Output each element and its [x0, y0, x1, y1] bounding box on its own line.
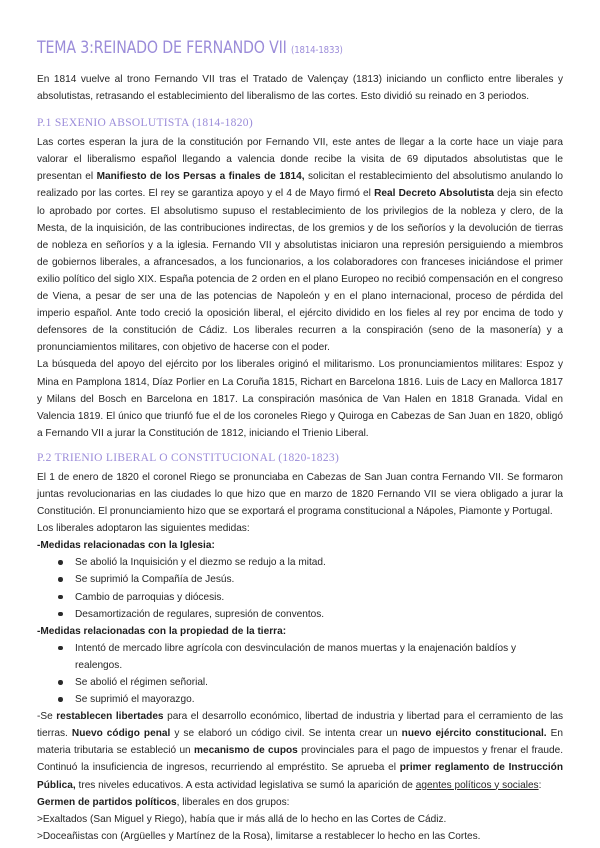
text-run: -Se	[37, 711, 57, 723]
bold-run: primer reglamento de Instrucción Pública,	[37, 762, 563, 791]
trienio-paragraph-3	[37, 708, 563, 793]
bold-run: mecanismo de cupos	[194, 745, 298, 757]
text-run: para el desarrollo económico, libertad de industria y libertad para el cerramiento de las tierras.	[37, 711, 563, 740]
intro-paragraph: En 1814 vuelve al trono Fernando VII tras el Tratado de Valençay (1813) iniciando un conflicto entre liberales y absolutistas, retrasando el establecimiento del liberalismo de las cortes. Esto dividió su reinado en 3 periodos.	[37, 74, 563, 103]
text-run: solicitan el restablecimiento del absolutismo anulando lo realizado por las cortes. El rey se garantiza apoyo y el 4 de Mayo firmó el	[37, 171, 563, 200]
list-item: Se suprimió la Compañía de Jesús.	[37, 571, 563, 588]
section-heading-trienio: P.2 TRIENIO LIBERAL O CONSTITUCIONAL (1820-1823)	[37, 451, 340, 464]
list-item: Desamortización de regulares, supresión de conventos.	[37, 606, 563, 623]
text-run: y se elaboró un código civil. Se intenta crear un	[170, 728, 402, 740]
list-item: Se abolió la Inquisición y el diezmo se redujo a la mitad.	[37, 554, 563, 571]
text-run: provinciales para el pago de impuestos y frenar el fraude. Continuó la insuficiencia de ingresos, recurriendo al empréstito. Se aprueba el	[37, 745, 563, 774]
bold-run: Nuevo código penal	[71, 728, 171, 740]
underlined-run: agentes políticos y sociales	[415, 779, 539, 791]
trienio-paragraph-4	[37, 794, 563, 811]
text-run: deja sin efecto lo aprobado por cortes. El absolutismo supuso el restablecimiento de los privilegios de la nobleza y clero, de la Mesta, de la inquisición, de las contribuciones indirectas, de los gremios y de los señoríos y la devolución de tierras de nobleza en señoríos y a la iglesia. Fernando VII y absolutistas iniciaron una represión persiguiendo a miembros de gobiernos liberales, a afrancesados, a los funcionarios, a los colaboradores con franceses iniciándose el primer exilio político del siglo XIX. España potencia de 2 orden en el plano Europeo no recibió compensación en el congreso de Viena, a pesar de ser una de las potencias de Napoleón y en el plano internacional, proceso de pérdida del imperio español. Ante todo creció la oposición liberal, el ejército dividido en los fieles al rey por encima de todo y defensores de la constitución de Cádiz. Los liberales recurren a la conspiración (seno de la masonería) y a pronunciamientos militares, con objetivo de hacerse con el poder.	[37, 188, 563, 354]
text-run: En materia tributaria se estableció un	[37, 728, 564, 757]
exaltados-line: >Exaltados (San Miguel y Riego), había que ir más allá de lo hecho en las Cortes de Cádiz.	[37, 813, 447, 825]
bold-run: nuevo ejército constitucional.	[401, 728, 547, 740]
text-run: Las cortes esperan la jura de la constitución por Fernando VII, este antes de llegar a la corte hace un viaje para valorar el liberalismo español llegando a valencia donde recibe la visita de 69 diputados absolutistas que le presentan el	[37, 137, 563, 183]
trienio-paragraph-2: Los liberales adoptaron las siguientes medidas:	[37, 523, 250, 535]
list-item: Se abolió el régimen señorial.	[37, 674, 563, 691]
bold-run: restablecen libertades	[56, 711, 164, 723]
land-heading-text: -Medidas relacionadas con la propiedad de la tierra:	[37, 625, 287, 637]
sexenio-paragraph-2: La búsqueda del apoyo del ejército por los liberales originó el militarismo. Los pronunciamientos militares: Espoz y Mina en Pamplona 1814, Díaz Porlier en La Coruña 1815, Richart en Barcelona 1816. Luis de Lacy en Mallorca 1817 y Milans del Bosch en Barcelona en 1817. La conspiración masónica de Van Halen en 1818 Granada. Vidal en Valencia 1819. El único que triunfó fue el de los coroneles Riego y Quiroga en Cabezas de San Juan en 1820, obligó a Fernando VII a jurar la Constitución de 1812, iniciando el Trienio Liberal.	[37, 359, 563, 439]
title-years: (1814-1833)	[291, 45, 343, 56]
trienio-paragraph-1: El 1 de enero de 1820 el coronel Riego se pronunciaba en Cabezas de San Juan contra Fernando VII. Se formaron juntas revolucionarias en las ciudades lo que hizo que en marzo de 1820 Fernando VII se viera obligado a jurar la Constitución. El pronunciamiento hizo que se exportará el programa constitucional a Nápoles, Piamonte y Portugal.	[37, 471, 563, 518]
list-item: Cambio de parroquias y diócesis.	[37, 589, 563, 606]
bold-run: Germen de partidos políticos	[37, 796, 177, 808]
text-run: , liberales en dos grupos:	[176, 796, 290, 808]
church-heading-text: -Medidas relacionadas con la Iglesia:	[37, 540, 215, 552]
section-heading-sexenio: P.1 SEXENIO ABSOLUTISTA (1814-1820)	[37, 117, 253, 130]
title-main: TEMA 3:REINADO DE FERNANDO VII	[37, 38, 287, 57]
church-measures-list	[37, 554, 563, 622]
list-item: Intentó de mercado libre agrícola con desvinculación de manos muertas y la enajenación baldíos y realengos.	[37, 640, 563, 674]
church-measures-heading	[37, 537, 563, 554]
bold-real-decreto: Real Decreto Absolutista	[374, 188, 494, 200]
text-run: :	[538, 779, 542, 791]
land-measures-list	[37, 640, 563, 708]
page-title	[37, 38, 489, 61]
land-measures-heading	[37, 623, 563, 640]
text-run: tres niveles educativos. A esta actividad legislativa se sumó la aparición de	[75, 779, 416, 791]
list-item: Se suprimió el mayorazgo.	[37, 691, 563, 708]
bold-manifiesto: Manifiesto de los Persas a finales de 1814,	[96, 171, 305, 183]
sexenio-paragraph-1	[37, 134, 563, 356]
doceanistas-line: >Doceañistas con (Argüelles y Martínez de la Rosa), limitarse a restablecer lo hecho en las Cortes.	[37, 830, 481, 842]
